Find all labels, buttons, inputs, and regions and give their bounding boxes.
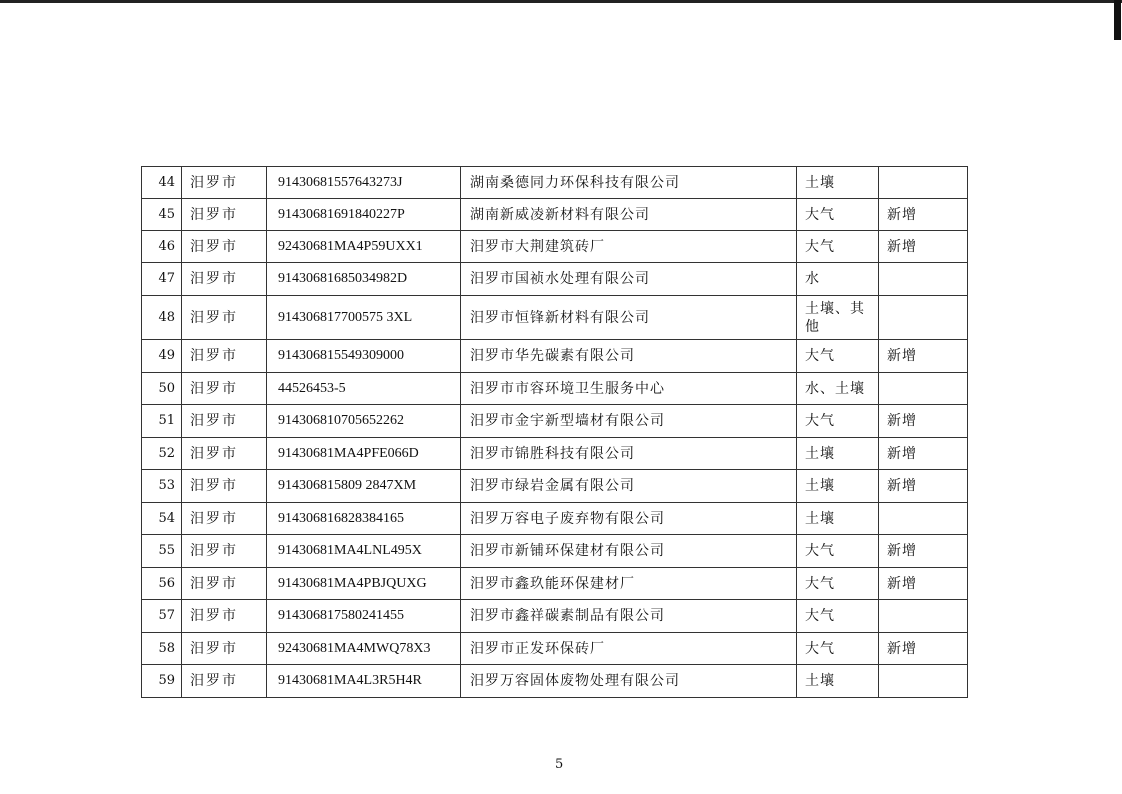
- table-row: [142, 535, 968, 568]
- row-number: 47: [142, 263, 182, 296]
- note-cell: 新增: [879, 199, 968, 231]
- company-name-cell: 汨罗市国祯水处理有限公司: [461, 263, 797, 296]
- credit-code-cell: 92430681MA4MWQ78X3: [267, 633, 461, 665]
- city-cell: 汨罗市: [182, 340, 267, 373]
- credit-code-cell: 92430681MA4P59UXX1: [267, 231, 461, 263]
- pollution-type-cell: 大气: [797, 633, 879, 665]
- credit-code-cell: 914306817580241455: [267, 600, 461, 633]
- company-name-cell: 汨罗市锦胜科技有限公司: [461, 438, 797, 470]
- note-cell: 新增: [879, 438, 968, 470]
- city-cell: 汨罗市: [182, 503, 267, 535]
- pollution-type-cell: 土壤: [797, 470, 879, 503]
- row-number: 52: [142, 438, 182, 470]
- company-name-cell: 汨罗万容固体废物处理有限公司: [461, 665, 797, 698]
- note-cell: [879, 296, 968, 340]
- company-name-cell: 汨罗市正发环保砖厂: [461, 633, 797, 665]
- city-cell: 汨罗市: [182, 263, 267, 296]
- note-cell: 新增: [879, 470, 968, 503]
- credit-code-cell: 914306817700575 3XL: [267, 296, 461, 340]
- table-row: [142, 199, 968, 231]
- city-cell: 汨罗市: [182, 405, 267, 438]
- credit-code-cell: 91430681MA4L3R5H4R: [267, 665, 461, 698]
- credit-code-cell: 91430681685034982D: [267, 263, 461, 296]
- note-cell: [879, 600, 968, 633]
- note-cell: [879, 503, 968, 535]
- row-number: 45: [142, 199, 182, 231]
- pollution-type-cell: 土壤: [797, 167, 879, 199]
- table-row: [142, 373, 968, 405]
- company-name-cell: 汨罗市新铺环保建材有限公司: [461, 535, 797, 568]
- city-cell: 汨罗市: [182, 296, 267, 340]
- city-cell: 汨罗市: [182, 199, 267, 231]
- table-body: [142, 167, 968, 698]
- company-name-cell: 汨罗万容电子废弃物有限公司: [461, 503, 797, 535]
- row-number: 44: [142, 167, 182, 199]
- note-cell: 新增: [879, 535, 968, 568]
- note-cell: 新增: [879, 568, 968, 600]
- pollution-type-cell: 大气: [797, 231, 879, 263]
- pollution-type-cell: 大气: [797, 405, 879, 438]
- city-cell: 汨罗市: [182, 568, 267, 600]
- credit-code-cell: 914306810705652262: [267, 405, 461, 438]
- row-number: 51: [142, 405, 182, 438]
- row-number: 50: [142, 373, 182, 405]
- credit-code-cell: 91430681MA4LNL495X: [267, 535, 461, 568]
- row-number: 46: [142, 231, 182, 263]
- table-row: [142, 600, 968, 633]
- note-cell: 新增: [879, 340, 968, 373]
- city-cell: 汨罗市: [182, 470, 267, 503]
- pollution-type-cell: 土壤: [797, 665, 879, 698]
- table-row: [142, 296, 968, 340]
- row-number: 53: [142, 470, 182, 503]
- company-name-cell: 汨罗市绿岩金属有限公司: [461, 470, 797, 503]
- credit-code-cell: 914306815809 2847XM: [267, 470, 461, 503]
- company-name-cell: 汨罗市金宇新型墙材有限公司: [461, 405, 797, 438]
- credit-code-cell: 91430681MA4PFE066D: [267, 438, 461, 470]
- pollution-type-cell: 大气: [797, 568, 879, 600]
- enterprise-table-wrapper: [141, 166, 968, 698]
- company-name-cell: 汨罗市华先碳素有限公司: [461, 340, 797, 373]
- row-number: 49: [142, 340, 182, 373]
- table-row: [142, 633, 968, 665]
- enterprise-table: [141, 166, 968, 698]
- credit-code-cell: 44526453-5: [267, 373, 461, 405]
- company-name-cell: 湖南桑德同力环保科技有限公司: [461, 167, 797, 199]
- table-row: [142, 263, 968, 296]
- company-name-cell: 汨罗市大荆建筑砖厂: [461, 231, 797, 263]
- pollution-type-cell: 土壤、其他: [797, 296, 879, 340]
- table-row: [142, 405, 968, 438]
- city-cell: 汨罗市: [182, 600, 267, 633]
- note-cell: [879, 665, 968, 698]
- city-cell: 汨罗市: [182, 167, 267, 199]
- pollution-type-cell: 土壤: [797, 438, 879, 470]
- table-row: [142, 438, 968, 470]
- pollution-type-cell: 水: [797, 263, 879, 296]
- table-row: [142, 470, 968, 503]
- city-cell: 汨罗市: [182, 633, 267, 665]
- company-name-cell: 汨罗市市容环境卫生服务中心: [461, 373, 797, 405]
- row-number: 56: [142, 568, 182, 600]
- table-row: [142, 167, 968, 199]
- pollution-type-cell: 大气: [797, 340, 879, 373]
- row-number: 57: [142, 600, 182, 633]
- pollution-type-cell: 土壤: [797, 503, 879, 535]
- company-name-cell: 汨罗市恒锋新材料有限公司: [461, 296, 797, 340]
- credit-code-cell: 914306815549309000: [267, 340, 461, 373]
- row-number: 48: [142, 296, 182, 340]
- pollution-type-cell: 水、土壤: [797, 373, 879, 405]
- note-cell: 新增: [879, 633, 968, 665]
- credit-code-cell: 91430681691840227P: [267, 199, 461, 231]
- credit-code-cell: 91430681557643273J: [267, 167, 461, 199]
- table-row: [142, 568, 968, 600]
- row-number: 58: [142, 633, 182, 665]
- scan-top-border: [0, 0, 1122, 3]
- row-number: 55: [142, 535, 182, 568]
- city-cell: 汨罗市: [182, 438, 267, 470]
- row-number: 54: [142, 503, 182, 535]
- city-cell: 汨罗市: [182, 665, 267, 698]
- city-cell: 汨罗市: [182, 373, 267, 405]
- page-number: 5: [555, 757, 564, 772]
- note-cell: 新增: [879, 405, 968, 438]
- pollution-type-cell: 大气: [797, 199, 879, 231]
- table-row: [142, 231, 968, 263]
- city-cell: 汨罗市: [182, 535, 267, 568]
- table-row: [142, 665, 968, 698]
- scan-edge-mark: [1114, 0, 1121, 40]
- pollution-type-cell: 大气: [797, 600, 879, 633]
- table-row: [142, 340, 968, 373]
- company-name-cell: 汨罗市鑫玖能环保建材厂: [461, 568, 797, 600]
- credit-code-cell: 91430681MA4PBJQUXG: [267, 568, 461, 600]
- row-number: 59: [142, 665, 182, 698]
- credit-code-cell: 914306816828384165: [267, 503, 461, 535]
- note-cell: [879, 167, 968, 199]
- note-cell: [879, 373, 968, 405]
- city-cell: 汨罗市: [182, 231, 267, 263]
- company-name-cell: 汨罗市鑫祥碳素制品有限公司: [461, 600, 797, 633]
- table-row: [142, 503, 968, 535]
- note-cell: [879, 263, 968, 296]
- pollution-type-cell: 大气: [797, 535, 879, 568]
- company-name-cell: 湖南新威凌新材料有限公司: [461, 199, 797, 231]
- note-cell: 新增: [879, 231, 968, 263]
